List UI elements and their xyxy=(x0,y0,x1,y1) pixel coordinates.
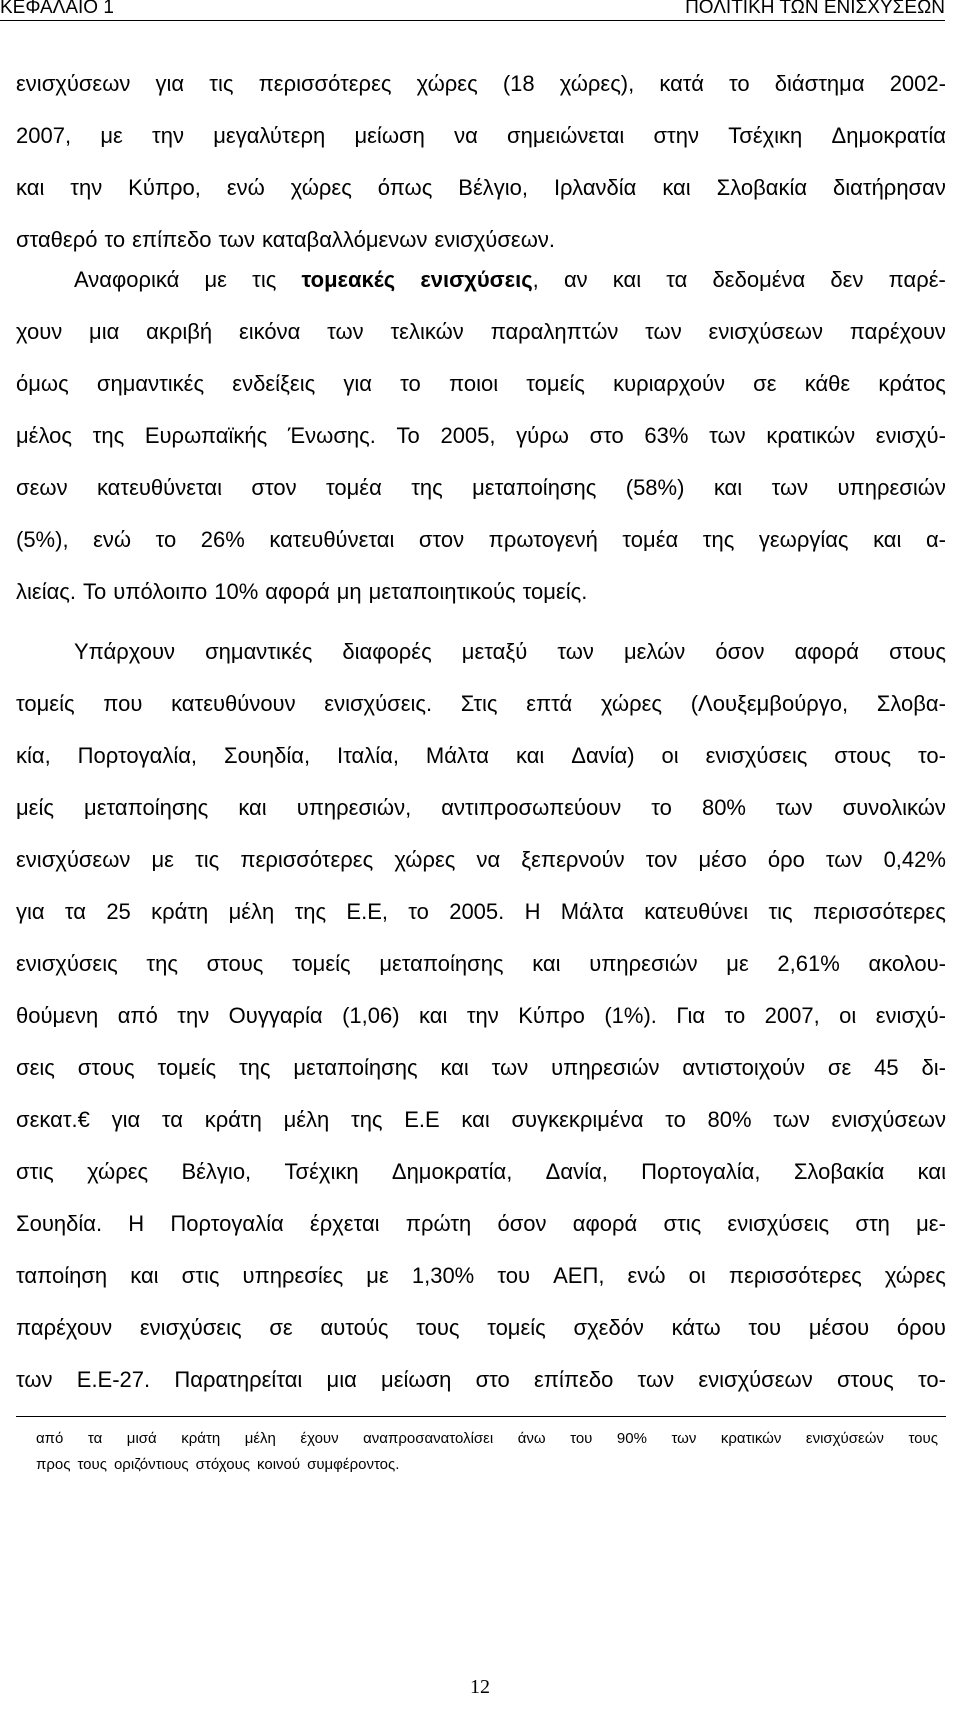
text-line: σεις στους τομείς της μεταποίησης και των υπηρεσιών αντιστοιχούν σε 45 δι- xyxy=(16,1055,946,1080)
text-line: λιείας. Το υπόλοιπο 10% αφορά μη μεταποιητικούς τομείς. xyxy=(16,579,588,604)
paragraph-3 xyxy=(16,626,946,1406)
footnote-line: προς τους οριζόντιους στόχους κοινού συμφέροντος. xyxy=(36,1456,400,1473)
running-header xyxy=(0,0,945,21)
text-line: τομείς που κατευθύνουν ενισχύσεις. Στις επτά χώρες (Λουξεμβούργο, Σλοβα- xyxy=(16,691,946,716)
footnote-line: από τα μισά κράτη μέλη έχουν αναπροσανατολίσει άνω του 90% των κρατικών ενισχύσεών τους xyxy=(36,1430,938,1447)
text-line: των Ε.Ε-27. Παρατηρείται μια μείωση στο επίπεδο των ενισχύσεων στους το- xyxy=(16,1367,946,1392)
text-line: ταποίηση και στις υπηρεσίες με 1,30% του ΑΕΠ, ενώ οι περισσότερες χώρες xyxy=(16,1263,946,1288)
text-line: όμως σημαντικές ενδείξεις για το ποιοι τομείς κυριαρχούν σε κάθε κράτος xyxy=(16,371,946,396)
page-number: 12 xyxy=(470,1676,490,1698)
text-line: 2007, με την μεγαλύτερη μείωση να σημειώνεται στην Τσέχικη Δημοκρατία xyxy=(16,123,946,148)
text-line: θούμενη από την Ουγγαρία (1,06) και την Κύπρο (1%). Για το 2007, οι ενισχύ- xyxy=(16,1003,946,1028)
text-line: χουν μια ακριβή εικόνα των τελικών παραληπτών των ενισχύσεων παρέχουν xyxy=(16,319,946,344)
chapter-label: ΚΕΦΑΛΑΙΟ 1 xyxy=(0,0,114,18)
text-line: σεων κατευθύνεται στον τομέα της μεταποίησης (58%) και των υπηρεσιών xyxy=(16,475,946,500)
text-line: μέλος της Ευρωπαϊκής Ένωσης. Το 2005, γύρω στο 63% των κρατικών ενισχύ- xyxy=(16,423,946,448)
text-line: ενισχύσεις της στους τομείς μεταποίησης και υπηρεσιών με 2,61% ακολου- xyxy=(16,951,946,976)
text-line: και την Κύπρο, ενώ χώρες όπως Βέλγιο, Ιρλανδία και Σλοβακία διατήρησαν xyxy=(16,175,946,200)
footnote xyxy=(36,1426,938,1478)
text-line: σταθερό το επίπεδο των καταβαλλόμενων ενισχύσεων. xyxy=(16,227,556,252)
text-line: παρέχουν ενισχύσεις σε αυτούς τους τομείς σχεδόν κάτω του μέσου όρου xyxy=(16,1315,946,1340)
section-title: ΠΟΛΙΤΙΚΗ ΤΩΝ ΕΝΙΣΧΥΣΕΩΝ xyxy=(685,0,945,18)
footnote-separator xyxy=(16,1416,946,1417)
text-line: Σουηδία. Η Πορτογαλία έρχεται πρώτη όσον αφορά στις ενισχύσεις στη με- xyxy=(16,1211,946,1236)
text-line-with-emphasis: Αναφορικά με τις τομεακές ενισχύσεις, αν και τα δεδομένα δεν παρέ- xyxy=(74,267,946,292)
text-line: σεκατ.€ για τα κράτη μέλη της Ε.Ε και συγκεκριμένα το 80% των ενισχύσεων xyxy=(16,1107,946,1132)
text-line: στις χώρες Βέλγιο, Τσέχικη Δημοκρατία, Δανία, Πορτογαλία, Σλοβακία και xyxy=(16,1159,946,1184)
text-line: ενισχύσεων με τις περισσότερες χώρες να ξεπερνούν τον μέσο όρο των 0,42% xyxy=(16,847,946,872)
paragraph-2 xyxy=(16,254,946,618)
text-line: κία, Πορτογαλία, Σουηδία, Ιταλία, Μάλτα και Δανία) οι ενισχύσεις στους το- xyxy=(16,743,946,768)
text-line: μείς μεταποίησης και υπηρεσιών, αντιπροσωπεύουν το 80% των συνολικών xyxy=(16,795,946,820)
paragraph-1 xyxy=(16,58,946,266)
text-line: ενισχύσεων για τις περισσότερες χώρες (18 χώρες), κατά το διάστημα 2002- xyxy=(16,71,946,96)
text-line: για τα 25 κράτη μέλη της Ε.Ε, το 2005. Η Μάλτα κατευθύνει τις περισσότερες xyxy=(16,899,946,924)
text-line: (5%), ενώ το 26% κατευθύνεται στον πρωτογενή τομέα της γεωργίας και α- xyxy=(16,527,946,552)
text-line: Υπάρχουν σημαντικές διαφορές μεταξύ των μελών όσον αφορά στους xyxy=(74,639,946,664)
